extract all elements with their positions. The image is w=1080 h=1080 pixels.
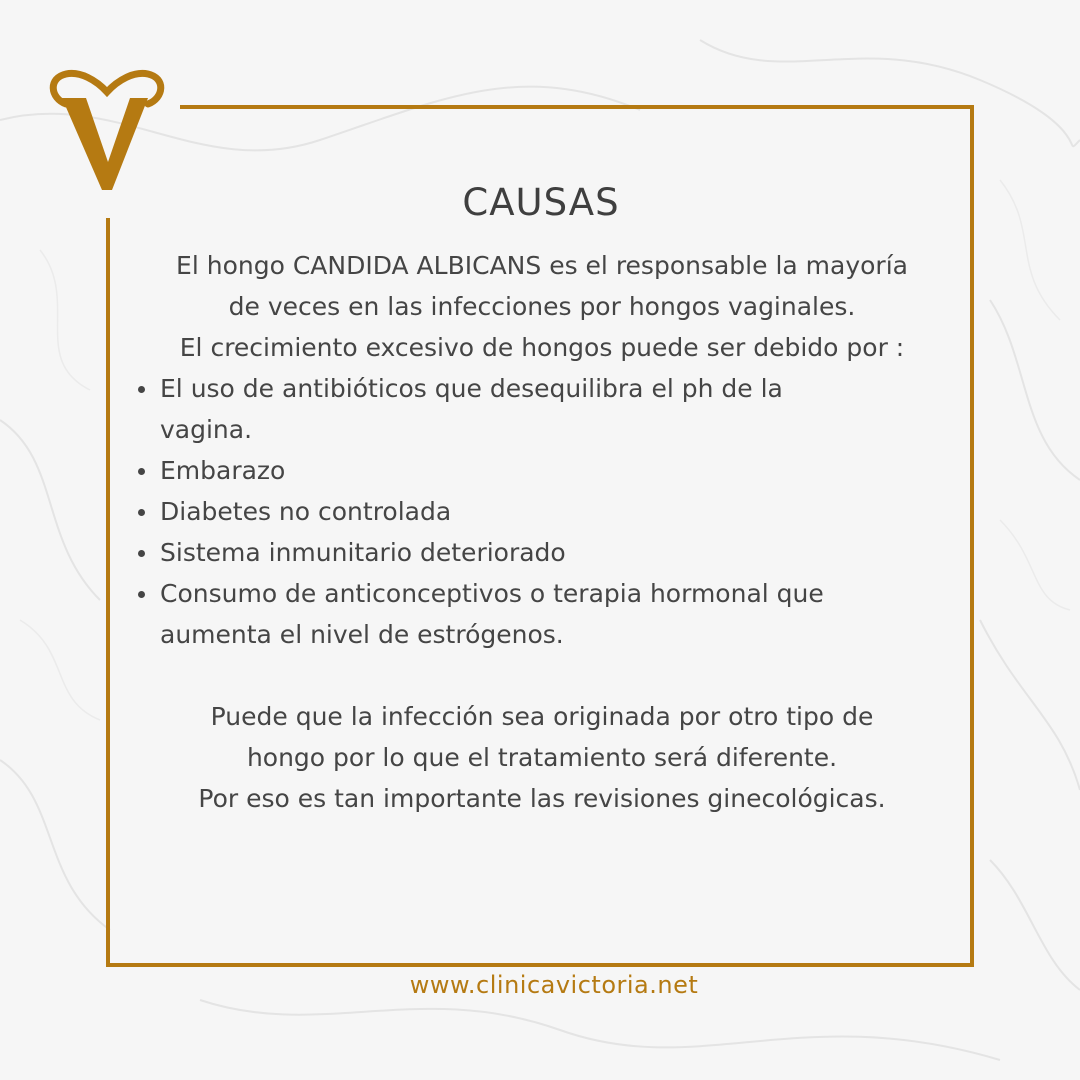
list-item xyxy=(132,532,972,573)
website-url: www.clinicavictoria.net xyxy=(409,971,699,999)
list-item xyxy=(132,573,972,655)
list-item-line: El uso de antibióticos que desequilibra el ph de la xyxy=(160,374,783,403)
page-title: CAUSAS xyxy=(462,181,620,224)
list-item-line: Embarazo xyxy=(160,456,286,485)
frame-left xyxy=(106,218,110,967)
list-item-line: Consumo de anticonceptivos o terapia hormonal que xyxy=(160,579,824,608)
frame-top xyxy=(180,105,974,109)
note-line: Por eso es tan importante las revisiones ginecológicas. xyxy=(198,784,886,813)
intro-line: El crecimiento excesivo de hongos puede ser debido por : xyxy=(179,333,905,362)
causes-list xyxy=(112,368,972,655)
list-item-line: Sistema inmunitario deteriorado xyxy=(160,538,566,567)
list-item xyxy=(132,368,972,450)
list-item-line: Diabetes no controlada xyxy=(160,497,452,526)
list-item-line: vagina. xyxy=(160,415,253,444)
spacer xyxy=(112,655,972,696)
list-item xyxy=(132,450,972,491)
intro-line: El hongo CANDIDA ALBICANS es el responsable la mayoría xyxy=(176,251,908,280)
uterus-v-logo-icon xyxy=(44,64,170,194)
list-item-line: aumenta el nivel de estrógenos. xyxy=(160,620,564,649)
list-item xyxy=(132,491,972,532)
content-body xyxy=(112,245,972,819)
frame-bottom xyxy=(106,963,974,967)
intro-line: de veces en las infecciones por hongos vaginales. xyxy=(228,292,856,321)
note-line: hongo por lo que el tratamiento será diferente. xyxy=(246,743,838,772)
note-line: Puede que la infección sea originada por otro tipo de xyxy=(210,702,874,731)
